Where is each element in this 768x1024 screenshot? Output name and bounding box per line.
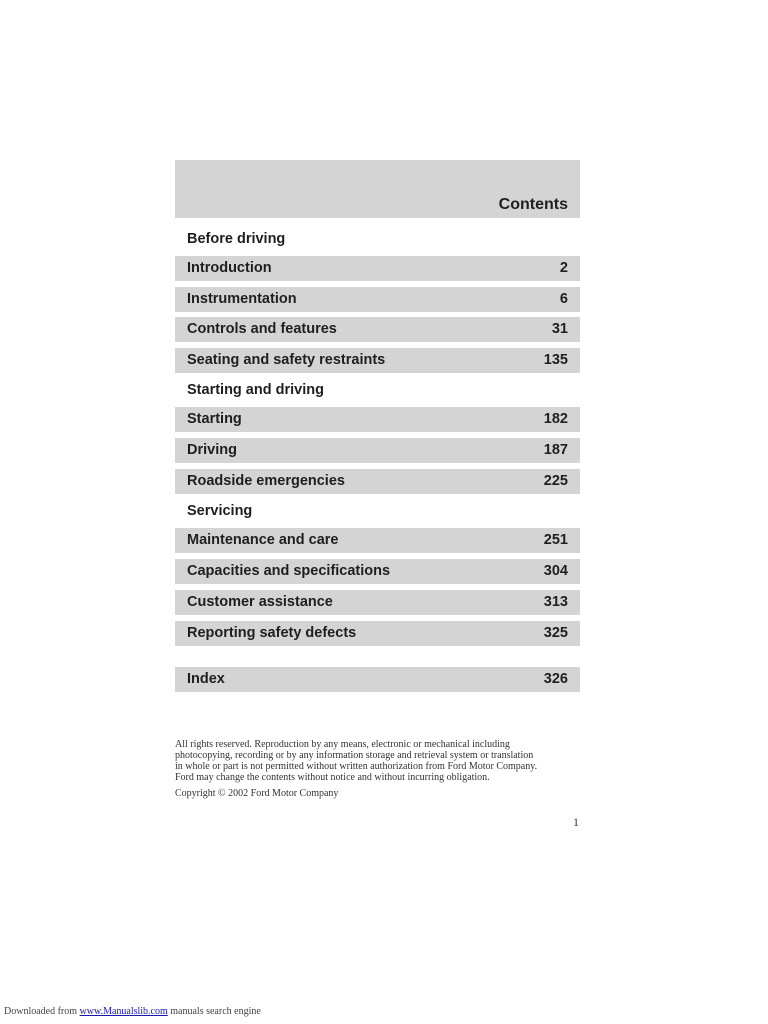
toc-row-driving[interactable] (175, 438, 580, 463)
toc-page-number: 251 (543, 532, 568, 548)
footer-suffix: manuals search engine (167, 1006, 261, 1017)
legal-line: photocopying, recording or by any information storage and retrieval system or translation (175, 750, 534, 761)
toc-label: Instrumentation (187, 291, 297, 307)
toc-label: Starting (187, 411, 242, 427)
toc-row-instrumentation[interactable] (175, 287, 580, 312)
toc-page-number: 2 (559, 260, 568, 276)
toc-page-number: 31 (551, 321, 568, 337)
legal-line: All rights reserved. Reproduction by any means, electronic or mechanical including (175, 739, 510, 750)
toc-page-number: 135 (543, 352, 568, 368)
toc-row-index[interactable] (175, 667, 580, 692)
toc-label: Introduction (187, 260, 272, 276)
toc-label: Driving (187, 442, 237, 458)
toc-page-number: 325 (543, 625, 568, 641)
toc-row-capacities-and-specifications[interactable] (175, 559, 580, 584)
toc-page-number: 6 (559, 291, 568, 307)
toc-row-maintenance-and-care[interactable] (175, 528, 580, 553)
section-before-driving: Before driving (187, 231, 286, 247)
page-number: 1 (573, 815, 579, 829)
footer-prefix: Downloaded from (4, 1006, 80, 1017)
toc-row-roadside-emergencies[interactable] (175, 469, 580, 494)
toc-label: Controls and features (187, 321, 337, 337)
toc-page-number: 313 (543, 594, 568, 610)
section-starting-and-driving: Starting and driving (187, 382, 324, 398)
toc-label: Reporting safety defects (187, 625, 357, 641)
toc-page-number: 182 (543, 411, 568, 427)
toc-label: Roadside emergencies (187, 473, 345, 489)
manualslib-link[interactable]: www.Manualslib.com (79, 1006, 168, 1017)
toc-row-controls-and-features[interactable] (175, 317, 580, 342)
download-footer (4, 1006, 261, 1017)
toc-page-number: 326 (543, 671, 568, 687)
toc-label: Customer assistance (187, 594, 333, 610)
toc-row-seating-and-safety-restraints[interactable] (175, 348, 580, 373)
toc-page-number: 187 (543, 442, 568, 458)
toc-label: Capacities and specifications (187, 563, 391, 579)
page-title: Contents (498, 196, 568, 213)
toc-row-reporting-safety-defects[interactable] (175, 621, 580, 646)
toc-page-number: 304 (543, 563, 568, 579)
legal-notice (175, 739, 585, 783)
contents-header (175, 160, 580, 218)
section-servicing: Servicing (187, 503, 253, 519)
copyright-notice: Copyright © 2002 Ford Motor Company (175, 788, 339, 799)
toc-label: Seating and safety restraints (187, 352, 386, 368)
legal-line: Ford may change the contents without notice and without incurring obligation. (175, 772, 490, 783)
toc-label: Index (187, 671, 225, 687)
toc-row-customer-assistance[interactable] (175, 590, 580, 615)
toc-row-introduction[interactable] (175, 256, 580, 281)
toc-row-starting[interactable] (175, 407, 580, 432)
legal-line: in whole or part is not permitted without written authorization from Ford Motor Company. (175, 761, 538, 772)
toc-page-number: 225 (543, 473, 568, 489)
toc-label: Maintenance and care (187, 532, 339, 548)
